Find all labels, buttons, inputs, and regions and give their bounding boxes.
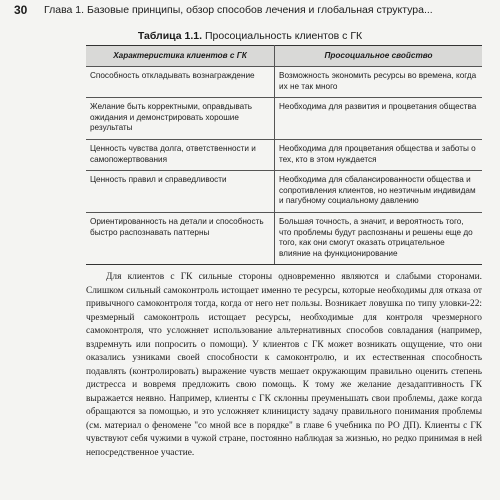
prosociality-table <box>86 45 482 265</box>
table-caption <box>0 30 500 42</box>
col-header-property: Просоциальное свойство <box>275 46 483 67</box>
table-row <box>86 139 482 170</box>
cell-characteristic: Желание быть корректными, оправдывать ожидания и демонстрировать хорошие результаты <box>86 98 275 140</box>
body-text <box>86 271 482 460</box>
running-header <box>0 0 500 20</box>
running-title: Глава 1. Базовые принципы, обзор способов лечения и глобальная структура... <box>44 4 433 16</box>
cell-characteristic: Ценность чувства долга, ответственности и самопожертвования <box>86 139 275 170</box>
cell-property: Возможность экономить ресурсы во времена, когда их не так много <box>275 67 483 98</box>
body-paragraph: Для клиентов с ГК сильные стороны одновременно являются и слабыми сторонами. Слишком сильный самоконтроль истощает именно те ресурсы, которые необходимы для отказа от привычного самоконтроля тогда, когда от него нет пользы. Возникает ловушка по типу уловки-22: чрезмерный самоконтроль истощает ресурсы, необходимые для контроля чрезмерного самоконтроля, что усложняет использование альтернативных способов совладания (например, вздремнуть или попросить о помощи). У клиентов с ГК может возникать ощущение, что они оказались узниками своей способности к самоконтролю, и их естественная способность подавлять (контролировать) выражение чувств мешает окружающим правильно оценить степень дистресса и вовремя предложить свою помощь. К тому же желание дезадаптивность ГК выражается неявно. Например, клиенты с ГК склонны преуменьшать свои проблемы, даже когда обращаются за помощью, и это усложняет клиницисту задачу правильного понимания проблемы (см. материал о феномене "со мной все в порядке" в главе 6 учебника по РО ДП). Клиенты с ГК чувствуют себя чужими в чужой стране, постоянно наблюдая за жизнью, но редко принимая в ней непосредственное участие. <box>86 272 482 458</box>
table-row <box>86 98 482 140</box>
table-row <box>86 212 482 264</box>
table-header-row <box>86 46 482 67</box>
table-number: Таблица 1.1. <box>137 30 203 42</box>
page-number: 30 <box>14 3 28 17</box>
cell-characteristic: Ценность правил и справедливости <box>86 171 275 213</box>
table-row <box>86 67 482 98</box>
cell-property: Необходима для развития и процветания общества <box>275 98 483 140</box>
cell-characteristic: Ориентированность на детали и способность быстро распознавать паттерны <box>86 212 275 264</box>
cell-property: Необходима для сбалансированности общества и сопротивления клиентов, но неэтичным индивидам и пагубному социальному давлению <box>275 171 483 213</box>
cell-property: Необходима для процветания общества и заботы о тех, кто в этом нуждается <box>275 139 483 170</box>
table-title: Просоциальность клиентов с ГК <box>202 30 363 42</box>
col-header-characteristic: Характеристика клиентов с ГК <box>86 46 275 67</box>
table-row <box>86 171 482 213</box>
cell-property: Большая точность, а значит, и вероятность того, что проблемы будут распознаны и решены еще до того, как они смогут оказать отрицательное влияние на функционирование <box>275 212 483 264</box>
cell-characteristic: Способность откладывать вознаграждение <box>86 67 275 98</box>
